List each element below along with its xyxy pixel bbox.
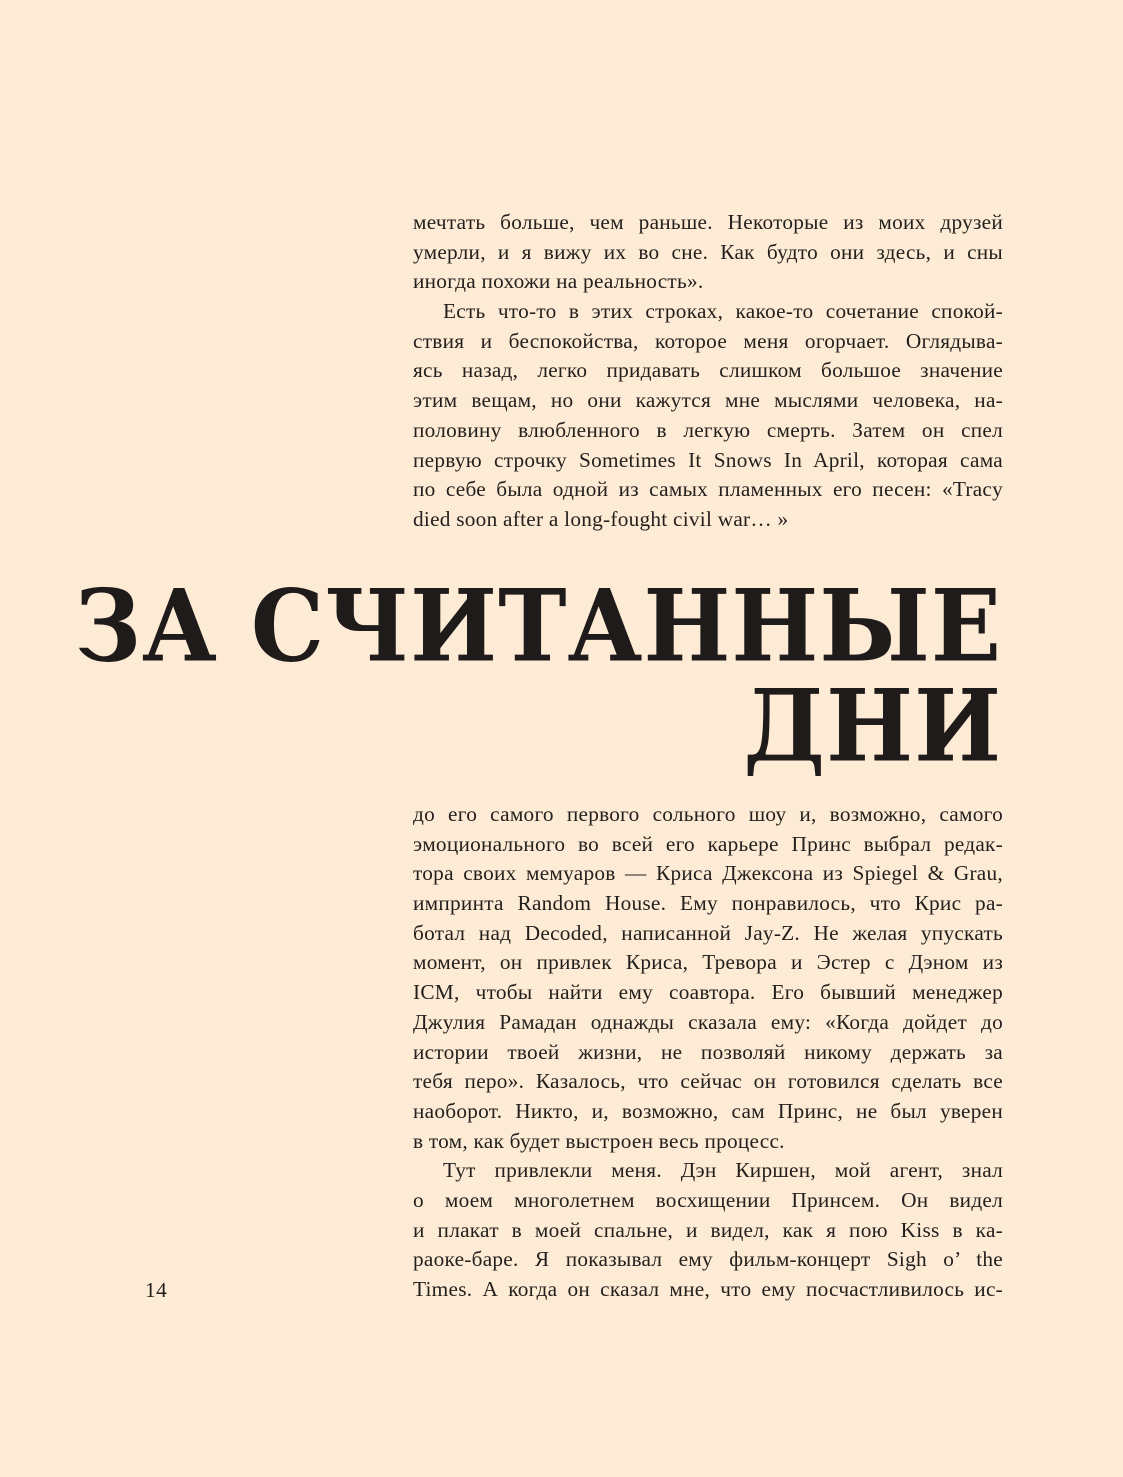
text-line: Джулия Рамадан однажды сказала ему: «Когда дойдет до [413, 1009, 1003, 1034]
text-block-bottom [413, 800, 1003, 1305]
text-line: истории твоей жизни, не позволяй никому держать за [413, 1039, 1003, 1064]
paragraph [413, 1156, 1003, 1304]
text-line: первую строчку Sometimes It Snows In April, которая сама [413, 447, 1003, 472]
text-line: ботал над Decoded, написанной Jay-Z. Не желая упускать [413, 920, 1003, 945]
text-line: иногда похожи на реальность». [413, 269, 704, 294]
paragraph [413, 208, 1003, 297]
text-line: о моем многолетнем восхищении Принсем. Он видел [413, 1187, 1003, 1212]
text-line: тора своих мемуаров — Криса Джексона из Spiegel & Grau, [413, 861, 1003, 886]
text-line: раоке-баре. Я показывал ему фильм-концерт Sigh o’ the [413, 1247, 1003, 1272]
text-line: наоборот. Никто, и, возможно, сам Принс, не был уверен [413, 1098, 1003, 1123]
text-line: и плакат в моей спальне, и видел, как я пою Kiss в ка- [413, 1217, 1003, 1242]
text-line: ясь назад, легко придавать слишком большое значение [413, 358, 1003, 383]
paragraph [413, 800, 1003, 1156]
text-line: тебя перо». Казалось, что сейчас он готовился сделать все [413, 1069, 1003, 1094]
text-block-top [413, 208, 1003, 535]
text-line: died soon after a long-fought civil war… » [413, 506, 789, 531]
text-line: импринта Random House. Ему понравилось, что Крис ра- [413, 891, 1003, 916]
chapter-heading-line-2: ДНИ [743, 667, 1002, 785]
text-line: в том, как будет выстроен весь процесс. [413, 1128, 785, 1153]
text-line: мечтать больше, чем раньше. Некоторые из моих друзей [413, 210, 1003, 234]
paragraph [413, 297, 1003, 535]
text-line: ICM, чтобы найти ему соавтора. Его бывший менеджер [413, 980, 1003, 1005]
text-line: умерли, и я вижу их во сне. Как будто они здесь, и сны [413, 239, 1003, 264]
text-line: эмоционального во всей его карьере Принс выбрал редак- [413, 831, 1003, 856]
text-line: момент, он привлек Криса, Тревора и Эстер с Дэном из [413, 950, 1003, 975]
chapter-heading-line-1: ЗА СЧИТАННЫЕ [74, 567, 1002, 685]
text-line: до его самого первого сольного шоу и, возможно, самого [413, 802, 1003, 826]
page-number: 14 [145, 1278, 168, 1302]
chapter-heading [74, 567, 1002, 785]
text-line: Тут привлекли меня. Дэн Киршен, мой агент, знал [443, 1158, 1003, 1183]
text-line: ствия и беспокойства, которое меня огорчает. Оглядыва- [413, 328, 1003, 353]
text-line: этим вещам, но они кажутся мне мыслями человека, на- [413, 388, 1003, 413]
text-line: половину влюбленного в легкую смерть. Затем он спел [413, 417, 1003, 442]
text-line: Times. А когда он сказал мне, что ему посчастливилось ис- [413, 1277, 1003, 1301]
text-line: по себе была одной из самых пламенных его песен: «Tracy [413, 477, 1003, 502]
text-line: Есть что-то в этих строках, какое-то сочетание спокой- [443, 299, 1003, 324]
